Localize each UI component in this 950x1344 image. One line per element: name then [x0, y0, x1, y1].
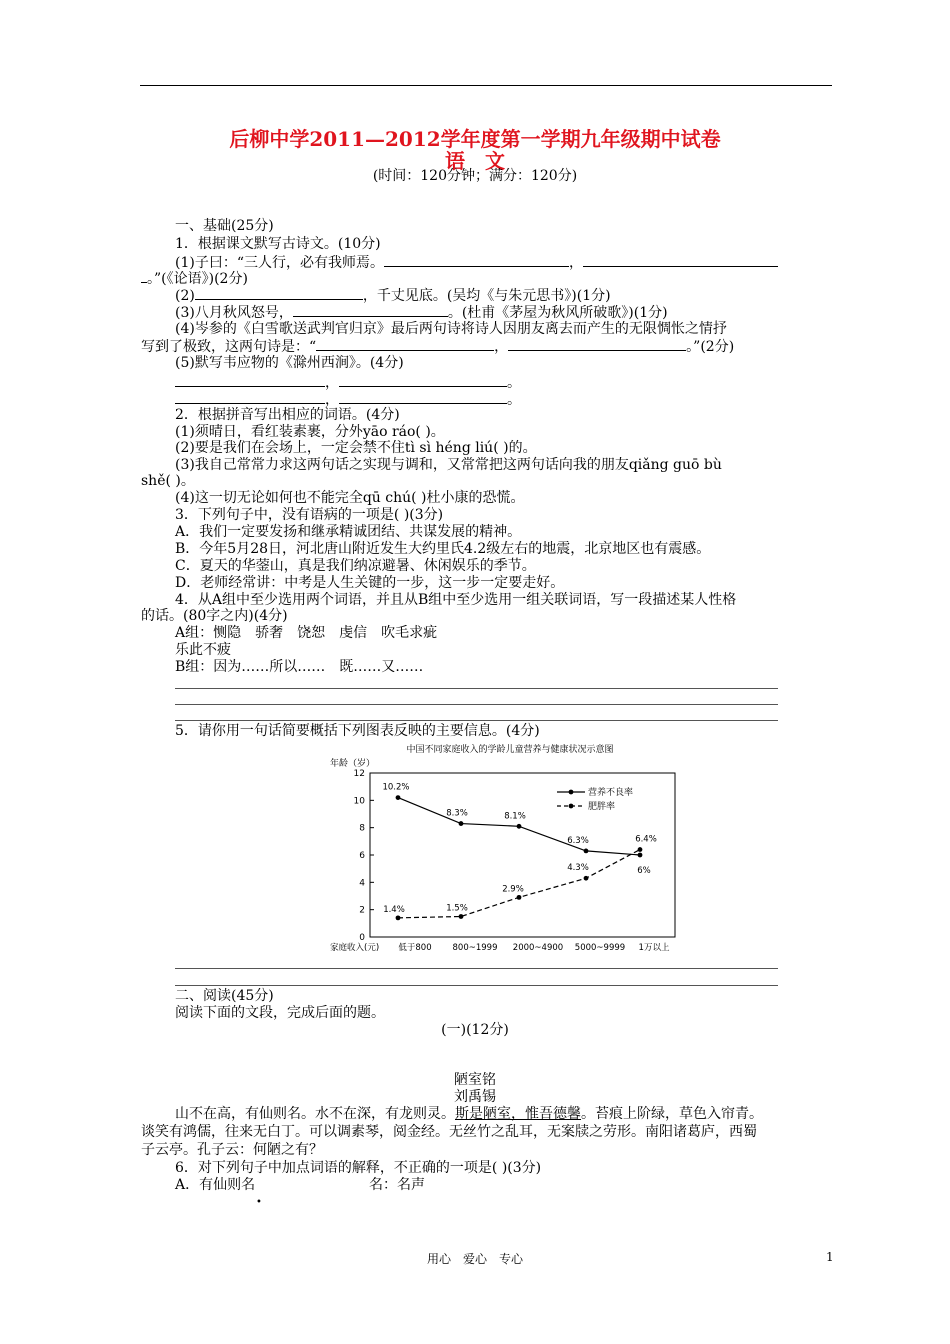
answer-blank[interactable]: [293, 304, 448, 317]
time-info: (时间：120分钟；满分：120分): [372, 168, 578, 184]
q1-4-end: 。”(2分): [686, 339, 735, 355]
q1-4-text: 写到了极致，这两句诗是：“: [141, 339, 317, 355]
option-6a-explanation: 名：名声: [369, 1177, 425, 1193]
poem-blanks-2: ， 。: [175, 391, 521, 409]
question-6: 6．对下列句子中加点词语的解释，不正确的一项是( )(3分): [175, 1160, 542, 1176]
section1-heading: 一、基础(25分): [175, 218, 274, 234]
legend-label-2: 肥胖率: [588, 802, 616, 812]
poem-title: 陋室铭: [454, 1072, 496, 1088]
answer-blank[interactable]: [316, 338, 494, 351]
emphasis-dot: •: [256, 1197, 262, 1208]
data-point: [459, 914, 464, 919]
option-3b: B．今年5月28日，河北唐山附近发生大约里氏4.2级左右的地震，北京地区也有震感。: [175, 541, 711, 557]
answer-blank[interactable]: [339, 374, 507, 387]
answer-blank[interactable]: [339, 391, 507, 404]
q1-1-source: 。”(《论语》)(2分): [147, 271, 248, 287]
data-point: [459, 821, 464, 826]
q1-3-source: 。(杜甫《茅屋为秋风所破歌》)(1分): [447, 305, 668, 321]
passage-underlined: 斯是陋室，惟吾德馨: [455, 1106, 581, 1122]
exam-title: 后柳中学2011—2012学年度第一学期九年级期中试卷: [229, 127, 721, 151]
question-2-3b: shě( )。: [141, 473, 195, 489]
option-3a: A．我们一定要发扬和继承精诚团结、共谋发展的精神。: [175, 524, 522, 540]
word-group-a: A组：恻隐 骄奢 饶恕 虔信 吹毛求疵: [175, 625, 438, 641]
x-axis-label: 家庭收入(元): [330, 943, 380, 953]
answer-blank[interactable]: [583, 254, 778, 267]
passage-text: 。苔痕上阶绿，草色入帘青。: [581, 1106, 763, 1122]
answer-line[interactable]: [175, 688, 778, 689]
x-tick-label: 低于800: [398, 943, 432, 953]
question-2-3a: (3)我自己常常力求这两句话之实现与调和，又常常把这两句话向我的朋友qiǎng guō bù: [175, 457, 722, 473]
reading-part: (一)(12分): [441, 1022, 509, 1038]
answer-blank[interactable]: [175, 391, 325, 404]
answer-blank[interactable]: [384, 254, 569, 267]
data-label: 1.4%: [383, 904, 405, 915]
question-1-1-end: [141, 270, 248, 288]
data-label: 10.2%: [382, 782, 410, 793]
option-3d: D．老师经常讲：中考是人生关键的一步，这一步一定要走好。: [175, 575, 565, 591]
answer-line[interactable]: [175, 985, 778, 986]
data-point: [638, 847, 643, 852]
data-label: 4.3%: [567, 863, 589, 874]
poem-blanks-1: ， 。: [175, 374, 521, 392]
x-tick-label: 2000~4900: [512, 943, 564, 953]
y-tick-label: 6: [359, 851, 365, 861]
header-rule: [140, 85, 832, 86]
y-tick-label: 12: [353, 769, 365, 779]
y-tick-label: 4: [359, 878, 365, 889]
question-2-2: (2)要是我们在会场上，一定会禁不住tì sì héng liú( )的。: [175, 440, 537, 456]
subject-title: 语 文: [445, 149, 505, 173]
data-label: 6.4%: [635, 834, 657, 845]
data-point: [396, 915, 401, 920]
nutrition-chart: [320, 740, 690, 955]
question-2-4: (4)这一切无论如何也不能完全qū chú( )杜小康的恐慌。: [175, 490, 525, 506]
passage-line-1: [175, 1106, 763, 1123]
question-2: 2．根据拼音写出相应的词语。(4分): [175, 407, 400, 423]
answer-line[interactable]: [175, 720, 778, 721]
question-1-1: (1)子曰：“三人行，必有我师焉。 ，: [175, 254, 778, 272]
y-tick-label: 2: [359, 905, 365, 916]
data-point: [517, 895, 522, 900]
x-tick-label: 5000~9999: [574, 943, 626, 953]
data-point: [396, 795, 401, 800]
data-point: [517, 824, 522, 829]
question-1-3: [175, 304, 668, 322]
poem-author: 刘禹锡: [454, 1089, 496, 1105]
chart-title: 中国不同家庭收入的学龄儿童营养与健康状况示意图: [406, 745, 614, 755]
answer-line[interactable]: [175, 968, 778, 969]
y-tick-label: 8: [359, 823, 365, 834]
page-number: 1: [826, 1250, 834, 1264]
data-label: 6%: [637, 866, 651, 876]
question-1-2: [175, 287, 611, 305]
question-1-5: (5)默写韦应物的《滁州西涧》。(4分): [175, 355, 404, 371]
question-4b: 的话。(80字之内)(4分): [141, 608, 288, 624]
legend-marker: [569, 790, 574, 795]
q1-2-num: (2): [175, 288, 195, 304]
word-group-b: B组：因为……所以…… 既……又……: [175, 659, 424, 675]
passage-text: 山不在高，有仙则名。水不在深，有龙则灵。: [175, 1106, 455, 1122]
legend-label-1: 营养不良率: [588, 788, 634, 798]
data-point: [584, 876, 589, 881]
data-label: 2.9%: [502, 884, 524, 895]
option-3c: C．夏天的华蓥山，真是我们纳凉避暑、休闲娱乐的季节。: [175, 558, 536, 574]
data-label: 8.1%: [504, 811, 526, 822]
footer-motto: 用心 爱心 专心: [426, 1252, 523, 1266]
data-label: 1.5%: [446, 903, 468, 914]
answer-blank[interactable]: [195, 287, 363, 300]
option-6a: A．有仙则名: [175, 1177, 256, 1193]
legend-marker: [569, 804, 574, 809]
answer-blank[interactable]: [175, 374, 325, 387]
data-label: 8.3%: [446, 808, 468, 819]
question-5: 5．请你用一句话简要概括下列图表反映的主要信息。(4分): [175, 723, 540, 739]
question-2-1: (1)须晴日，看红装素裹，分外yāo ráo( )。: [175, 424, 445, 440]
passage-line-2: 谈笑有鸿儒，往来无白丁。可以调素琴，阅金经。无丝竹之乱耳，无案牍之劳形。南阳诸葛庐，西蜀: [141, 1124, 757, 1140]
question-1: 1．根据课文默写古诗文。(10分): [175, 236, 381, 252]
q1-3-text: (3)八月秋风怒号，: [175, 305, 293, 321]
question-4a: 4．从A组中至少选用两个词语，并且从B组中至少选用一组关联词语，写一段描述某人性格: [175, 592, 737, 608]
question-1-4a: (4)岑参的《白雪歌送武判官归京》最后两句诗将诗人因朋友离去而产生的无限惆怅之情抒: [175, 321, 727, 337]
reading-instruction: 阅读下面的文段，完成后面的题。: [175, 1005, 385, 1021]
y-tick-label: 10: [353, 796, 365, 807]
x-tick-label: 800~1999: [452, 943, 498, 953]
passage-line-3: 子云亭。孔子云：何陋之有？: [141, 1142, 323, 1158]
answer-line[interactable]: [175, 704, 778, 705]
word-group-a2: 乐此不疲: [175, 642, 231, 658]
y-tick-label: 0: [359, 933, 365, 943]
question-1-4b: 写到了极致，这两句诗是：“ ， 。”(2分): [141, 339, 735, 355]
question-3: 3．下列句子中，没有语病的一项是( )(3分): [175, 507, 444, 523]
x-tick-label: 1万以上: [638, 943, 670, 953]
q1-2-text: ，千丈见底。(吴均《与朱元思书》)(1分): [362, 288, 611, 304]
section2-heading: 二、阅读(45分): [175, 988, 274, 1004]
q1-1-text: (1)子曰：“三人行，必有我师焉。: [175, 255, 384, 271]
answer-blank[interactable]: [508, 338, 686, 351]
data-label: 6.3%: [567, 835, 589, 846]
chart-y-axis-label: 年龄（岁）: [330, 759, 376, 769]
data-point: [638, 853, 643, 858]
data-point: [584, 849, 589, 854]
